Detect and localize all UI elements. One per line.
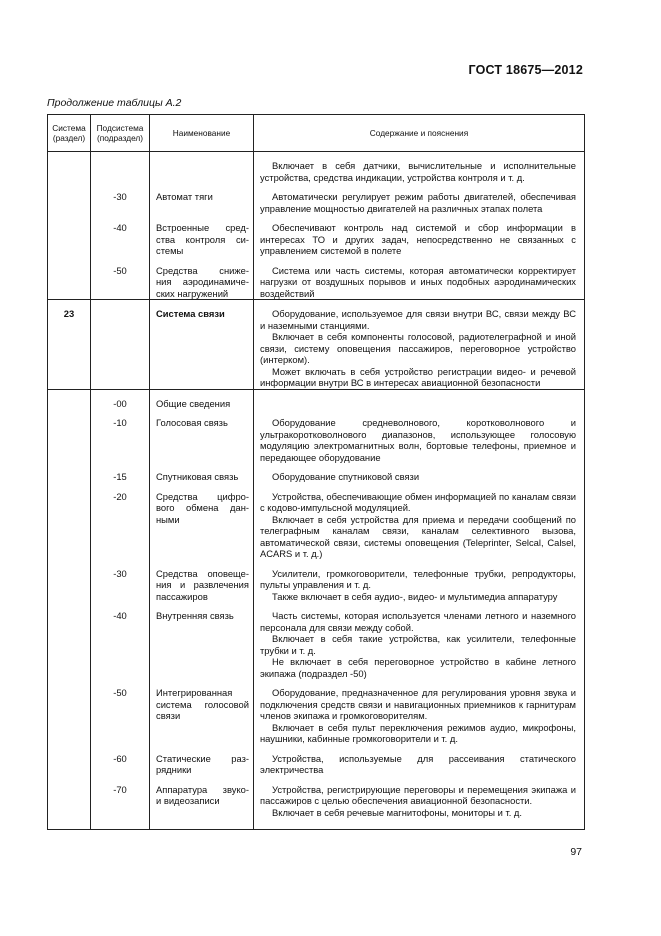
description-paragraph: Усилители, громкоговорители, телефонные трубки, репродукторы, пульты управления и т. д.: [260, 567, 576, 590]
table-caption: Продолжение таблицы А.2: [47, 97, 182, 109]
subsystem-code-cell: -40: [91, 214, 150, 257]
description-cell: [254, 560, 585, 603]
item-name-cell: [150, 257, 254, 300]
system-code-cell: [48, 745, 91, 776]
description-cell: [254, 257, 585, 300]
item-name-line: Аппаратура звуко-: [156, 783, 249, 795]
system-code-cell: [48, 389, 91, 409]
table-row: [48, 257, 585, 300]
description-paragraph: Оборудование, используемое для связи внутри ВС, связи между ВС и наземными станциями.: [260, 308, 576, 331]
system-code-cell: [48, 602, 91, 679]
table-row: [48, 152, 585, 184]
table-bottom-cell: [254, 818, 585, 830]
table-row: [48, 389, 585, 409]
item-name-line: Статические раз-: [156, 752, 249, 764]
item-name-line: Интегрированная: [156, 687, 233, 698]
item-name-cell: [150, 152, 254, 184]
description-cell: [254, 745, 585, 776]
table-bottom-cell: [91, 818, 150, 830]
description-paragraph: Не включает в себя переговорное устройство в кабине летного экипажа (подраздел -50): [260, 656, 576, 679]
item-name-cell: [150, 483, 254, 560]
description-cell: [254, 483, 585, 560]
col-header-subsystem: [91, 115, 150, 152]
item-name-cell: [150, 602, 254, 679]
item-name-line: Система связи: [156, 308, 225, 319]
item-name-cell: [150, 183, 254, 214]
system-code-cell: [48, 152, 91, 184]
table-row: [48, 745, 585, 776]
item-name-line: система голосовой: [156, 698, 249, 710]
description-paragraph: Автоматически регулирует режим работы двигателей, обеспечивая управление мощностью двигателей на различных этапах полета: [260, 191, 576, 214]
col-header-subsystem-line1: Подсистема: [96, 122, 144, 133]
subsystem-code-cell: -40: [91, 602, 150, 679]
description-paragraph: Оборудование, предназначенное для регулирования уровня звука и подключения средств связи и навигационных приемников к гарнитурам членов экипажа и громкоговорителям.: [260, 687, 576, 721]
subsystem-code-cell: -50: [91, 257, 150, 300]
item-name-line: Средства сниже-: [156, 264, 249, 276]
description-cell: [254, 389, 585, 409]
description-paragraph: Включает в себя пульт переключения режимов аудио, микрофоны, наушники, кабинные громкоговорители и т. д.: [260, 721, 576, 744]
description-paragraph: Оборудование средневолнового, коротковолнового и ультракоротковолнового диапазонов, использующее голосовую модуляцию электромагнитных волн, бортовые телефоны, приемное и передающее оборудование: [260, 417, 576, 463]
description-paragraph: Также включает в себя аудио-, видео- и мультимедиа аппаратуру: [272, 590, 558, 602]
col-header-name: Наименование: [150, 115, 254, 152]
item-name-line: ства контроля си-: [156, 233, 249, 245]
item-name-line: Спутниковая связь: [156, 471, 239, 482]
subsystem-code-cell: -10: [91, 409, 150, 463]
subsystem-code-cell: -30: [91, 183, 150, 214]
item-name-line: Внутренняя связь: [156, 610, 234, 621]
item-name-cell: [150, 776, 254, 819]
table-row: [48, 463, 585, 483]
standard-designation: ГОСТ 18675—2012: [468, 63, 583, 77]
table-row: [48, 300, 585, 390]
description-paragraph: Включает в себя датчики, вычислительные и исполнительные устройства, средства индикации, устройства контроля и т. д.: [260, 160, 576, 183]
item-name-cell: [150, 300, 254, 390]
item-name-line: Средства цифро-: [156, 490, 249, 502]
description-cell: [254, 152, 585, 184]
description-paragraph: Включает в себя компоненты голосовой, радиотелеграфной и иной связи, систему оповещения пассажиров, переговорное устройство (интерком).: [260, 331, 576, 365]
description-paragraph: Обеспечивают контроль над системой и сбор информации в интересах ТО и других задач, непосредственно не связанных с управлением системой в полете: [260, 222, 576, 256]
description-paragraph: Система или часть системы, которая автоматически корректирует нагрузки от воздушных порывов и иных подобных аэродинамических воздействий: [260, 264, 576, 299]
description-paragraph: Включает в себя устройства для приема и передачи сообщений по телеграфным каналам связи, каналам селективного вызова, автоматической связи, системы оповещения (Teleprinter, Selcal, Calsel, ACARS и т. д.): [260, 513, 576, 559]
table-body: [48, 152, 585, 830]
item-name-line: ными: [156, 513, 180, 525]
table-header-row: [48, 115, 585, 152]
table-bottom-cell: [48, 818, 91, 830]
subsystem-code-cell: -60: [91, 745, 150, 776]
description-paragraph: Может включать в себя устройство регистрации видео- и речевой информации внутри ВС в интересах авиационной безопасности: [260, 365, 576, 388]
item-name-cell: [150, 389, 254, 409]
table-row: [48, 776, 585, 819]
item-name-line: пассажиров: [156, 590, 208, 602]
item-name-line: рядники: [156, 764, 192, 775]
subsystem-code-cell: -70: [91, 776, 150, 819]
description-paragraph: Включает в себя такие устройства, как усилители, телефонные трубки и т. д.: [260, 633, 576, 656]
system-code-cell: [48, 463, 91, 483]
description-cell: [254, 300, 585, 390]
item-name-cell: [150, 745, 254, 776]
col-header-system: [48, 115, 91, 152]
system-code-cell: [48, 776, 91, 819]
item-name-line: Общие сведения: [156, 397, 231, 409]
item-name-cell: [150, 560, 254, 603]
subsystem-code-cell: -15: [91, 463, 150, 483]
subsystem-code-cell: -50: [91, 679, 150, 745]
description-paragraph: Включает в себя речевые магнитофоны, мониторы и т. д.: [272, 806, 522, 818]
table-bottom-cell: [150, 818, 254, 830]
item-name-line: связи: [156, 710, 181, 721]
subsystem-code-cell: -30: [91, 560, 150, 603]
description-paragraph: Устройства, обеспечивающие обмен информацией по каналам связи с кодово-импульсной модуляцией.: [260, 490, 576, 513]
description-cell: [254, 679, 585, 745]
table-row: [48, 602, 585, 679]
item-name-cell: [150, 409, 254, 463]
item-name-cell: [150, 679, 254, 745]
description-cell: [254, 776, 585, 819]
item-name-line: Голосовая связь: [156, 417, 228, 428]
item-name-line: и видеозаписи: [156, 795, 220, 806]
item-name-line: Встроенные сред-: [156, 222, 249, 233]
system-code-cell: [48, 257, 91, 300]
subsystem-code-cell: [91, 152, 150, 184]
subsystem-code-cell: -20: [91, 483, 150, 560]
system-code-cell: [48, 214, 91, 257]
subsystem-code-cell: [91, 300, 150, 390]
description-paragraph: Устройства, используемые для рассеивания статического электричества: [260, 752, 576, 775]
table-row: [48, 409, 585, 463]
description-paragraph: Оборудование спутниковой связи: [272, 471, 420, 482]
table-row: [48, 183, 585, 214]
description-paragraph: Устройства, регистрирующие переговоры и перемещения экипажа и пассажиров с целью обеспечения авиационной безопасности.: [260, 783, 576, 806]
col-header-subsystem-line2: (подраздел): [96, 133, 144, 143]
system-code-cell: 23: [48, 300, 91, 390]
table-row: [48, 560, 585, 603]
item-name-line: Средства оповеще-: [156, 567, 249, 579]
system-code-cell: [48, 483, 91, 560]
system-code-cell: [48, 183, 91, 214]
table-row: [48, 483, 585, 560]
page-number: 97: [570, 846, 582, 858]
item-name-line: вого обмена дан-: [156, 502, 249, 513]
data-table: [47, 114, 585, 830]
table-row: [48, 214, 585, 257]
item-name-line: стемы: [156, 245, 184, 256]
item-name-line: ния аэродинамиче-: [156, 276, 249, 287]
col-header-content: Содержание и пояснения: [254, 115, 585, 152]
system-code-cell: [48, 560, 91, 603]
table-bottom-row: [48, 818, 585, 830]
table-row: [48, 679, 585, 745]
item-name-cell: [150, 214, 254, 257]
description-cell: [254, 409, 585, 463]
system-code-cell: [48, 679, 91, 745]
system-code-cell: [48, 409, 91, 463]
col-header-system-line1: Система: [52, 122, 86, 133]
description-cell: [254, 214, 585, 257]
col-header-system-line2: (раздел): [52, 133, 86, 143]
item-name-cell: [150, 463, 254, 483]
item-name-line: Автомат тяги: [156, 191, 213, 202]
item-name-line: ских нагружений: [156, 287, 229, 299]
description-cell: [254, 602, 585, 679]
description-cell: [254, 463, 585, 483]
item-name-line: ния и развлечения: [156, 579, 249, 590]
subsystem-code-cell: -00: [91, 389, 150, 409]
description-paragraph: Часть системы, которая используется членами летного и наземного персонала для связи между собой.: [260, 610, 576, 633]
description-cell: [254, 183, 585, 214]
